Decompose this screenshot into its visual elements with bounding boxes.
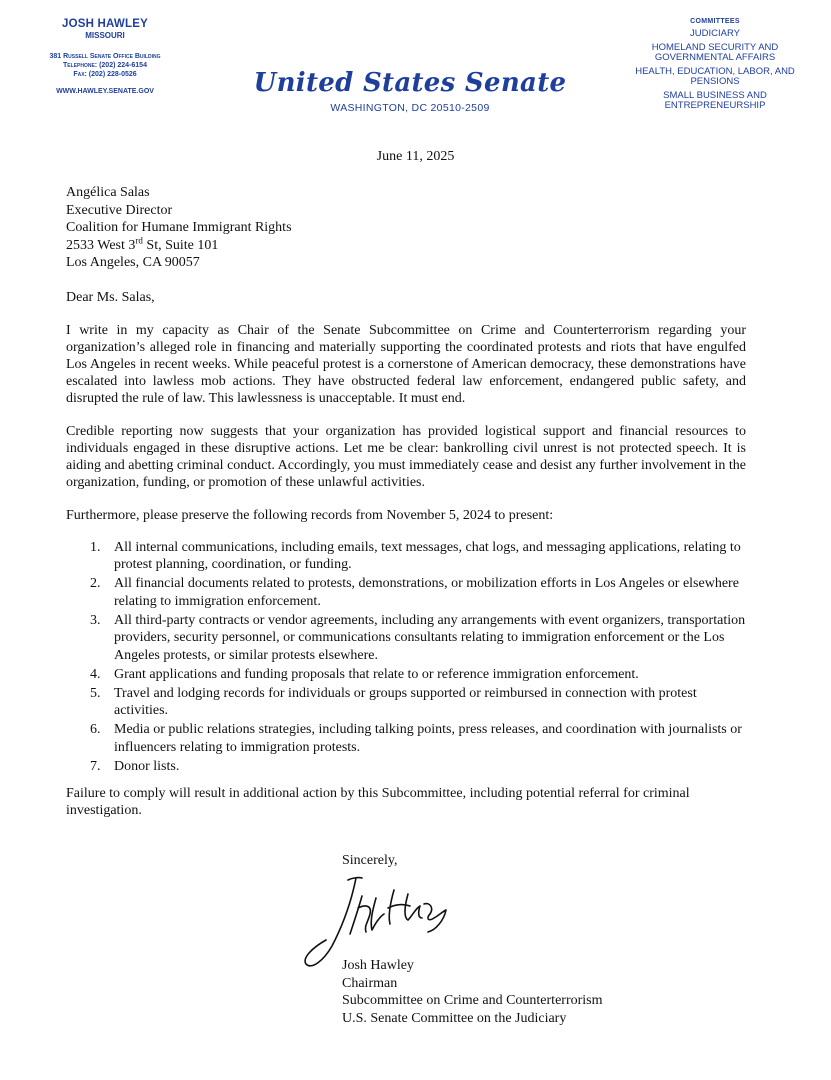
list-text: All internal communications, including emails, text messages, chat logs, and messaging applications, relating to protest planning, coordination, or funding. [114, 539, 741, 572]
list-number: 6. [90, 722, 101, 737]
committee-homeland: HOMELAND SECURITY AND GOVERNMENTAL AFFAIRS [651, 41, 779, 63]
list-item [66, 758, 746, 776]
recipient-title: Executive Director [66, 202, 173, 218]
committee-help: HEALTH, EDUCATION, LABOR, AND PENSIONS [635, 65, 795, 87]
list-text: Travel and lodging records for individuals or groups supported or reimbursed in connection with protest activities. [114, 685, 697, 718]
list-item [66, 721, 746, 756]
office-fax: Fax: (202) 228-0526 [73, 71, 137, 78]
list-item [66, 575, 746, 610]
street-rest: St, Suite 101 [142, 237, 219, 253]
letterhead-center [230, 68, 590, 114]
list-text: Grant applications and funding proposals that relate to or reference immigration enforcement. [114, 666, 639, 682]
letter-body [66, 184, 746, 819]
senator-name: JOSH HAWLEY [62, 18, 148, 30]
senator-state: MISSOURI [85, 31, 125, 40]
list-number: 3. [90, 612, 101, 628]
paragraph-3: Furthermore, please preserve the following records from November 5, 2024 to present: [66, 507, 554, 523]
letter-date: June 11, 2025 [376, 149, 455, 164]
senate-title: United States Senate [253, 68, 567, 98]
committees-heading: COMMITTEES [690, 18, 740, 25]
list-item [66, 539, 746, 574]
list-number: 5. [90, 685, 101, 701]
list-item [66, 666, 746, 684]
committee-judiciary: JUDICIARY [690, 28, 740, 39]
recipient-street [66, 234, 746, 255]
list-item [66, 612, 746, 665]
list-number: 2. [90, 576, 101, 591]
list-number: 1. [90, 539, 101, 555]
recipient-name: Angélica Salas [66, 185, 150, 200]
list-text: Media or public relations strategies, including talking points, press releases, and coordination with journalists or influencers relating to immigration protests. [114, 722, 742, 755]
signer-committee: U.S. Senate Committee on the Judiciary [342, 1010, 567, 1026]
list-text: All third-party contracts or vendor agreements, including any arrangements with event organizers, transportation providers, security personnel, or communications consultants relating to immigration enforcement or the Los Angeles protests, or similar protests elsewhere. [114, 612, 746, 663]
signer-role: Chairman [342, 975, 398, 991]
list-text: All financial documents related to protests, demonstrations, or mobilization efforts in Los Angeles or elsewhere relating to immigration enforcement. [114, 576, 739, 609]
recipient-address [66, 184, 746, 272]
closing-word: Sincerely, [342, 853, 398, 868]
records-list [66, 539, 746, 776]
list-item [66, 685, 746, 720]
paragraph-1: I write in my capacity as Chair of the Senate Subcommittee on Crime and Counterterrorism regarding your organization’s alleged role in financing and materially supporting the coordinated protests and riots that have engulfed Los Angeles in recent weeks. While peaceful protest is a cornerstone of American democracy, these demonstrations have escalated into lawless mob actions. They have obstructed federal law enforcement, endangered public safety, and disrupted the rule of law. This lawlessness is unacceptable. It must end. [66, 322, 746, 406]
paragraph-2: Credible reporting now suggests that your organization has provided logistical support and financial resources to individuals engaged in these disruptive actions. Let me be clear: bankrolling civil unrest is not protected speech. It is aiding and abetting criminal conduct. Accordingly, you must immediately cease and desist any further involvement in the organization, funding, or promotion of these unlawful activities. [66, 423, 746, 490]
office-address: 381 Russell Senate Office Building [49, 53, 161, 60]
letterhead-left [0, 18, 210, 96]
list-number: 4. [90, 666, 101, 682]
salutation: Dear Ms. Salas, [66, 289, 155, 305]
signer-subcommittee: Subcommittee on Crime and Counterterrorism [342, 993, 603, 1008]
list-number: 7. [90, 758, 101, 774]
signature-block [342, 957, 603, 1027]
signer-name: Josh Hawley [342, 958, 414, 973]
senate-city: WASHINGTON, DC 20510-2509 [330, 102, 490, 114]
letterhead-committees [620, 18, 810, 112]
closing-paragraph: Failure to comply will result in additional action by this Subcommittee, including potential referral for criminal investigation. [66, 786, 690, 818]
street-number: 2533 West 3 [66, 237, 136, 253]
street-suffix: rd [135, 234, 143, 245]
list-text: Donor lists. [114, 758, 180, 774]
committee-small-business: SMALL BUSINESS AND ENTREPRENEURSHIP [663, 89, 767, 111]
senator-website: WWW.HAWLEY.SENATE.GOV [56, 88, 154, 95]
recipient-city: Los Angeles, CA 90057 [66, 255, 200, 270]
recipient-organization: Coalition for Humane Immigrant Rights [66, 220, 292, 235]
office-telephone: Telephone: (202) 224-6154 [63, 62, 147, 69]
